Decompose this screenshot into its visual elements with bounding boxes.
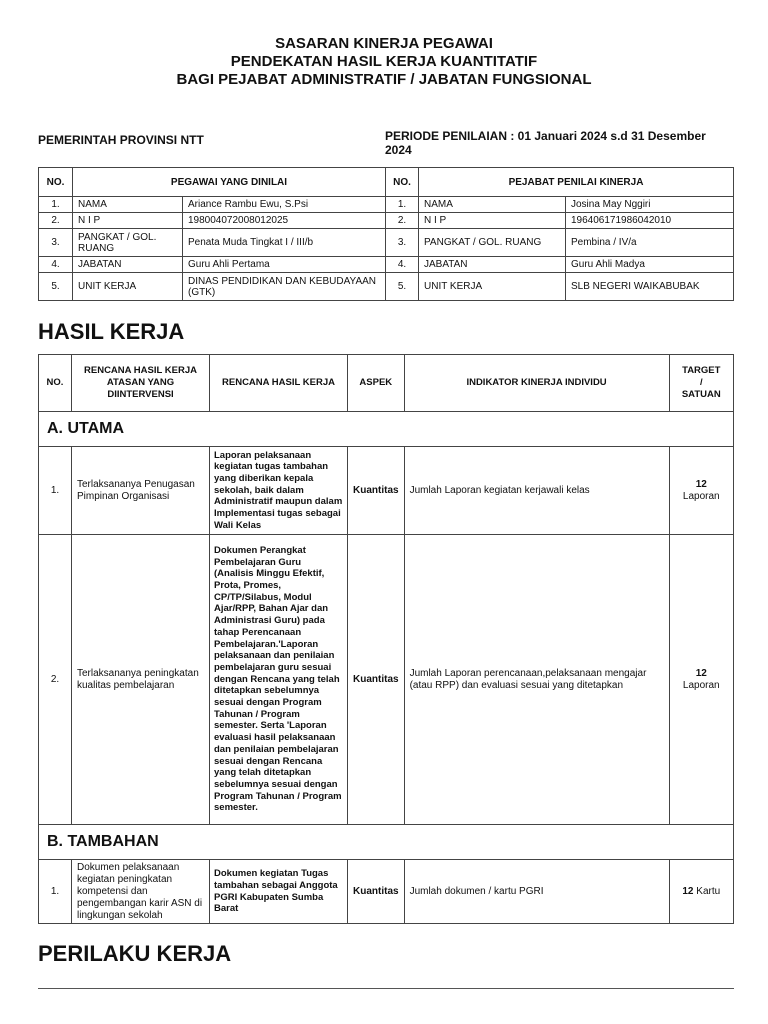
section-row-utama (39, 412, 734, 447)
col-indikator: INDIKATOR KINERJA INDIVIDU (404, 355, 669, 412)
col-no-2: NO. (386, 168, 419, 197)
row-no: 1. (39, 860, 72, 924)
identity-header-row (39, 168, 734, 197)
row-indikator: Jumlah Laporan perencanaan,pelaksanaan mengajar (atau RPP) dan evaluasi sesuai yang ditetapkan (404, 535, 669, 825)
row-no: 2. (39, 213, 73, 229)
identity-row (39, 273, 734, 301)
title-line-2: PENDEKATAN HASIL KERJA KUANTITATIF (230, 53, 538, 70)
title-line-1: SASARAN KINERJA PEGAWAI (275, 35, 493, 52)
row-no: 4. (39, 257, 73, 273)
row-no-2: 3. (386, 229, 419, 257)
row-no: 1. (39, 197, 73, 213)
col-pejabat-penilai: PEJABAT PENILAI KINERJA (419, 168, 734, 197)
row-value: Ariance Rambu Ewu, S.Psi (183, 197, 386, 213)
document-title (0, 35, 768, 89)
row-label: PANGKAT / GOL. RUANG (73, 229, 183, 257)
col-no: NO. (39, 355, 72, 412)
section-heading-perilaku-kerja: PERILAKU KERJA (38, 941, 232, 966)
table-row (39, 535, 734, 825)
row-no: 1. (39, 447, 72, 535)
row-label: N I P (73, 213, 183, 229)
col-target-line3: SATUAN (681, 389, 721, 400)
row-no: 2. (39, 535, 72, 825)
hasil-kerja-table (38, 354, 734, 924)
row-aspek: Kuantitas (348, 535, 405, 825)
col-no: NO. (39, 168, 73, 197)
row-label-2: N I P (419, 213, 566, 229)
row-label: UNIT KERJA (73, 273, 183, 301)
row-value-2: Pembina / IV/a (566, 229, 734, 257)
row-label-2: JABATAN (419, 257, 566, 273)
row-indikator: Jumlah dokumen / kartu PGRI (404, 860, 669, 924)
row-rencana-atasan: Terlaksananya Penugasan Pimpinan Organisasi (72, 447, 210, 535)
row-no: 5. (39, 273, 73, 301)
row-no-2: 2. (386, 213, 419, 229)
row-value: 198004072008012025 (183, 213, 386, 229)
section-title: B. TAMBAHAN (39, 825, 734, 860)
row-value: Guru Ahli Pertama (183, 257, 386, 273)
row-value: Penata Muda Tingkat I / III/b (183, 229, 386, 257)
row-label-2: NAMA (419, 197, 566, 213)
title-line-3: BAGI PEJABAT ADMINISTRATIF / JABATAN FUNGSIONAL (176, 71, 592, 88)
table-row (39, 860, 734, 924)
col-target-line2: / (699, 377, 703, 388)
row-label: NAMA (73, 197, 183, 213)
row-value-2: Guru Ahli Madya (566, 257, 734, 273)
target-unit: Kartu (696, 885, 721, 897)
row-value: DINAS PENDIDIKAN DAN KEBUDAYAAN (GTK) (183, 273, 386, 301)
table-row (39, 447, 734, 535)
section-title: A. UTAMA (39, 412, 734, 447)
government-label: PEMERINTAH PROVINSI NTT (38, 133, 204, 147)
identity-row (39, 257, 734, 273)
row-rencana-hasil-kerja: Laporan pelaksanaan kegiatan tugas tambahan yang diberikan kepala sekolah, baik dalam Administratif maupun dalam Implementasi tugas sebagai Wali Kelas (210, 447, 348, 535)
col-rencana-atasan: RENCANA HASIL KERJA ATASAN YANG DIINTERVENSI (72, 355, 210, 412)
row-no-2: 5. (386, 273, 419, 301)
target-value: 12 (695, 667, 707, 679)
col-target (669, 355, 733, 412)
col-rencana-hasil-kerja: RENCANA HASIL KERJA (210, 355, 348, 412)
row-value-2: SLB NEGERI WAIKABUBAK (566, 273, 734, 301)
row-rencana-hasil-kerja: Dokumen kegiatan Tugas tambahan sebagai Anggota PGRI Kabupaten Sumba Barat (210, 860, 348, 924)
row-rencana-atasan: Terlaksananya peningkatan kualitas pembelajaran (72, 535, 210, 825)
identity-row (39, 197, 734, 213)
hasil-kerja-header-row (39, 355, 734, 412)
row-value-2: 196406171986042010 (566, 213, 734, 229)
row-aspek: Kuantitas (348, 447, 405, 535)
row-target (669, 535, 733, 825)
col-aspek: ASPEK (348, 355, 405, 412)
row-target (669, 447, 733, 535)
identity-table (38, 167, 734, 301)
target-value: 12 (695, 478, 707, 490)
section-row-tambahan (39, 825, 734, 860)
row-target (669, 860, 733, 924)
row-label-2: PANGKAT / GOL. RUANG (419, 229, 566, 257)
row-aspek: Kuantitas (348, 860, 405, 924)
col-pegawai-dinilai: PEGAWAI YANG DINILAI (73, 168, 386, 197)
identity-row (39, 229, 734, 257)
section-heading-hasil-kerja: HASIL KERJA (38, 319, 185, 344)
row-rencana-atasan: Dokumen pelaksanaan kegiatan peningkatan kompetensi dan pengembangan karir ASN di lingkungan sekolah (72, 860, 210, 924)
row-no: 3. (39, 229, 73, 257)
target-unit: Laporan (682, 679, 720, 691)
target-unit: Laporan (682, 490, 720, 502)
row-label: JABATAN (73, 257, 183, 273)
row-no-2: 1. (386, 197, 419, 213)
row-indikator: Jumlah Laporan kegiatan kerjawali kelas (404, 447, 669, 535)
target-value: 12 (682, 885, 694, 897)
row-value-2: Josina May Nggiri (566, 197, 734, 213)
assessment-period: PERIODE PENILAIAN : 01 Januari 2024 s.d 31 Desember 2024 (385, 129, 706, 157)
row-rencana-hasil-kerja: Dokumen Perangkat Pembelajaran Guru (Analisis Minggu Efektif, Prota, Promes, CP/TP/Silabus, Modul Ajar/RPP, Bahan Ajar dan Administrasi Guru) pada tahap Perencanaan Pembelajaran.'Laporan pelaksanaan dan penilaian pembelajaran guru sesuai dengan Rencana yang telah ditetapkan sebelumnya sesuai dengan Program Tahunan / Program semester. Serta 'Laporan evaluasi hasil pelaksanaan dan penilaian pembelajaran sesuai dengan Rencana yang telah ditetapkan sebelumnya sesuai dengan Program Tahunan / Program semester. (210, 535, 348, 825)
row-no-2: 4. (386, 257, 419, 273)
col-target-line1: TARGET (682, 365, 721, 376)
divider (38, 988, 734, 989)
row-label-2: UNIT KERJA (419, 273, 566, 301)
identity-row (39, 213, 734, 229)
